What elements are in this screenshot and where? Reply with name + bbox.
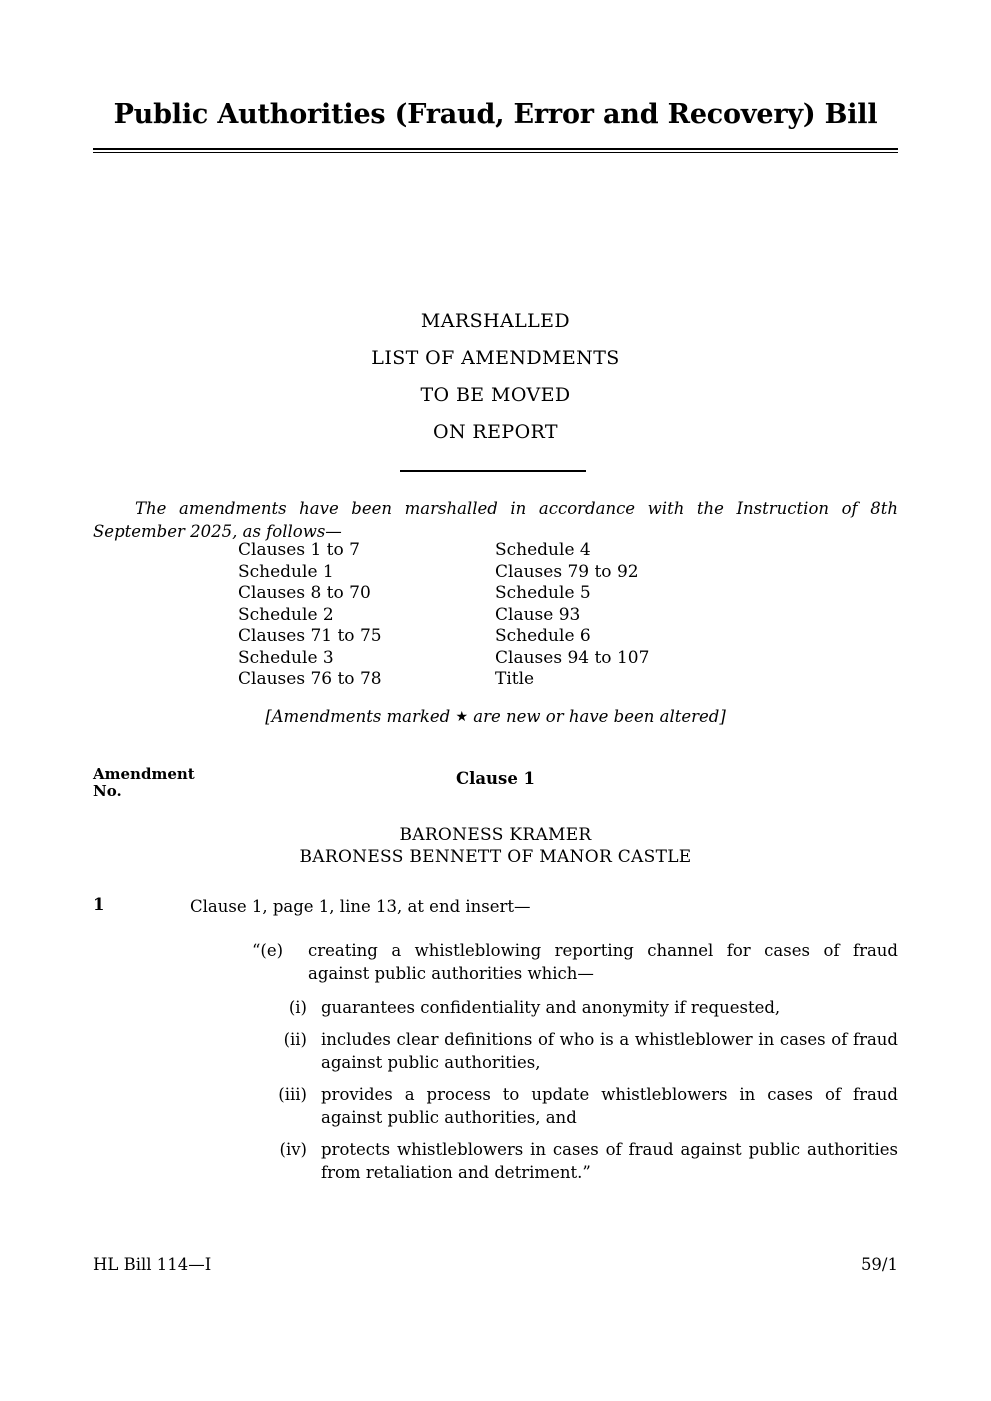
table-row <box>238 605 649 627</box>
marshalled-line-2: LIST OF AMENDMENTS <box>371 347 620 369</box>
list-item <box>252 1138 898 1184</box>
clause-left-1: Schedule 1 <box>238 561 334 582</box>
clause-left-3: Schedule 2 <box>238 604 334 625</box>
clause-left-4: Clauses 71 to 75 <box>238 626 382 646</box>
page-footer <box>93 1255 898 1274</box>
marshalled-line-1: MARSHALLED <box>420 310 571 332</box>
subitem-marker-2: (iii) <box>278 1085 307 1104</box>
section-divider-rule <box>400 470 586 472</box>
table-row <box>238 562 649 584</box>
clause-right-4: Schedule 6 <box>495 626 591 646</box>
page-title: Public Authorities (Fraud, Error and Recovery) Bill <box>113 99 878 130</box>
sponsor-name-1: BARONESS BENNETT OF MANOR CASTLE <box>299 847 692 867</box>
marshalling-instruction: The amendments have been marshalled in accordance with the Instruction of 8th September 2025, as follows— <box>93 499 898 541</box>
clause-right-3: Clause 93 <box>495 604 581 625</box>
amendment-subitem-list <box>252 996 898 1184</box>
list-item <box>252 1028 898 1074</box>
clause-right-1: Clauses 79 to 92 <box>495 561 639 582</box>
clause-order-table <box>238 540 649 691</box>
clause-left-2: Clauses 8 to 70 <box>238 583 371 603</box>
amendment-entry <box>93 895 898 1184</box>
marshalled-line-4: ON REPORT <box>432 421 559 443</box>
starred-amendments-note <box>93 707 898 726</box>
star-note-suffix: are new or have been altered] <box>473 707 726 726</box>
clause-right-2: Schedule 5 <box>495 583 591 603</box>
sponsor-list <box>93 824 898 868</box>
subitem-marker-1: (ii) <box>283 1030 307 1049</box>
subitem-text-1: includes clear definitions of who is a whistleblower in cases of fraud against public authorities, <box>321 1030 898 1072</box>
amendment-number: 1 <box>93 895 105 914</box>
star-note-prefix: [Amendments marked <box>265 707 451 726</box>
clause-left-0: Clauses 1 to 7 <box>238 540 360 560</box>
amendment-no-label-line1: Amendment <box>93 765 195 783</box>
amendment-no-label-line2: No. <box>93 782 122 800</box>
table-row <box>238 540 649 562</box>
title-rule-lower <box>93 152 898 153</box>
bill-reference: HL Bill 114—I <box>93 1255 212 1274</box>
table-row <box>238 626 649 648</box>
paragraph-marker: “(e) <box>252 941 284 960</box>
subitem-marker-0: (i) <box>288 998 307 1017</box>
clause-right-5: Clauses 94 to 107 <box>495 647 650 668</box>
clause-left-5: Schedule 3 <box>238 647 334 668</box>
clause-right-6: Title <box>495 669 535 689</box>
table-row <box>238 583 649 605</box>
subitem-marker-3: (iv) <box>279 1140 307 1159</box>
subitem-text-2: provides a process to update whistleblowers in cases of fraud against public authorities, and <box>321 1085 898 1127</box>
page-reference: 59/1 <box>860 1255 898 1274</box>
title-double-rule <box>93 148 898 153</box>
subitem-text-3: protects whistleblowers in cases of fraud against public authorities from retaliation and detriment.” <box>321 1140 898 1182</box>
clause-order-list <box>238 540 758 691</box>
amendment-paragraph <box>252 939 898 985</box>
amendment-lead-line: Clause 1, page 1, line 13, at end insert— <box>190 897 531 916</box>
clause-right-0: Schedule 4 <box>495 540 591 560</box>
list-item <box>252 1083 898 1129</box>
table-row <box>238 648 649 670</box>
list-item <box>252 996 898 1019</box>
clause-left-6: Clauses 76 to 78 <box>238 669 382 689</box>
star-icon: ★ <box>455 709 469 725</box>
table-row <box>238 669 649 691</box>
marshalled-line-3: TO BE MOVED <box>420 384 571 406</box>
paragraph-text: creating a whistleblowing reporting channel for cases of fraud against public authorities which— <box>308 941 898 983</box>
sponsor-name-0: BARONESS KRAMER <box>399 825 592 845</box>
marshalled-heading-block <box>93 303 898 451</box>
subitem-text-0: guarantees confidentiality and anonymity if requested, <box>321 998 781 1017</box>
clause-heading: Clause 1 <box>455 769 536 788</box>
